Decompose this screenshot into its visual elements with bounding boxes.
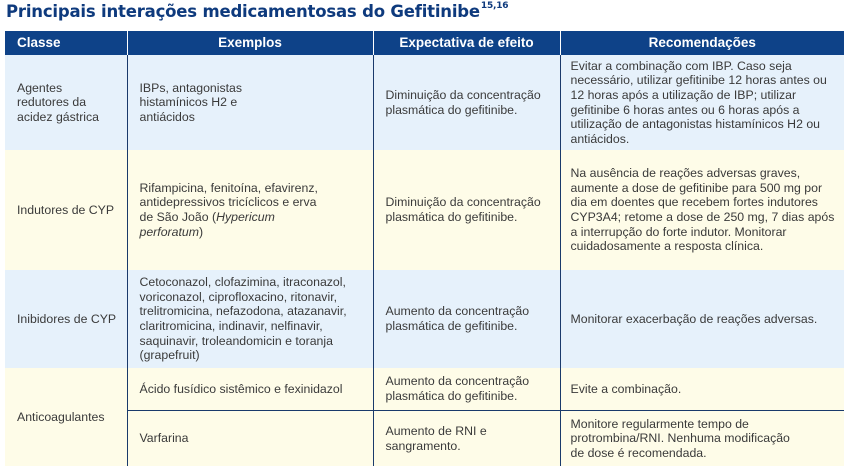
cell-efeito: Diminuição da concentração plasmática do gefitinibe. <box>373 55 560 150</box>
cell-classe: Inibidores de CYP <box>5 270 127 368</box>
cell-recomendacoes: Evitar a combinação com IBP. Caso seja necessário, utilizar gefitinibe 12 horas antes ou 12 horas após a utilização de IBP; utilizar gefitinibe 6 horas antes ou 6 horas após a utilização de antagonistas histamínicos H2 ou antiácidos. <box>560 55 844 150</box>
cell-efeito: Aumento da concentração plasmática do gefitinibe. <box>373 368 560 411</box>
page-title <box>6 2 508 21</box>
table-row <box>5 411 844 467</box>
column-header-classe: Classe <box>5 31 127 55</box>
exemplos-text-end: ) <box>198 224 204 239</box>
exemplos-text: Rifampicina, fenitoína, efavirenz, antidepressivos tricíclicos e erva de São João ( <box>139 180 318 224</box>
cell-recomendacoes: Monitore regularmente tempo de protrombina/RNI. Nenhuma modificação de dose é recomendada. <box>560 411 844 467</box>
cell-exemplos: Varfarina <box>127 411 373 467</box>
title-reference-superscript: 15,16 <box>480 1 509 11</box>
exemplos-italic-text: Hypericum perforatum <box>139 210 275 239</box>
cell-recomendacoes: Evite a combinação. <box>560 368 844 411</box>
table-row <box>5 55 844 150</box>
column-header-exemplos: Exemplos <box>127 31 373 55</box>
cell-exemplos: Ácido fusídico sistêmico e fexinidazol <box>127 368 373 411</box>
cell-efeito: Aumento de RNI e sangramento. <box>373 411 560 467</box>
cell-exemplos <box>127 150 373 270</box>
title-text: Principais interações medicamentosas do Gefitinibe <box>6 2 480 21</box>
drug-interactions-table <box>5 31 844 466</box>
table-row <box>5 270 844 368</box>
cell-efeito: Diminuição da concentração plasmática do gefitinibe. <box>373 150 560 270</box>
cell-exemplos: IBPs, antagonistas histamínicos H2 e antiácidos <box>127 55 373 150</box>
cell-classe: Anticoagulantes <box>5 368 127 466</box>
column-header-expectativa: Expectativa de efeito <box>373 31 560 55</box>
table-header-row <box>5 31 844 55</box>
cell-efeito: Aumento da concentração plasmática de gefitinibe. <box>373 270 560 368</box>
cell-classe: Agentes redutores da acidez gástrica <box>5 55 127 150</box>
cell-recomendacoes: Monitorar exacerbação de reações adversas. <box>560 270 844 368</box>
table-row <box>5 368 844 411</box>
cell-classe: Indutores de CYP <box>5 150 127 270</box>
table-row <box>5 150 844 270</box>
cell-exemplos: Cetoconazol, clofazimina, itraconazol, voriconazol, ciprofloxacino, ritonavir, trelitromicina, nefazodona, atazanavir, claritromicina, indinavir, nelfinavir, saquinavir, troleandomicin e toranja (grapefruit) <box>127 270 373 368</box>
column-header-recomendacoes: Recomendações <box>560 31 844 55</box>
cell-recomendacoes: Na ausência de reações adversas graves, aumente a dose de gefitinibe para 500 mg por dia em doentes que recebem fortes indutores CYP3A4; retome a dose de 250 mg, 7 dias após a interrupção do forte indutor. Monitorar cuidadosamente a resposta clínica. <box>560 150 844 270</box>
